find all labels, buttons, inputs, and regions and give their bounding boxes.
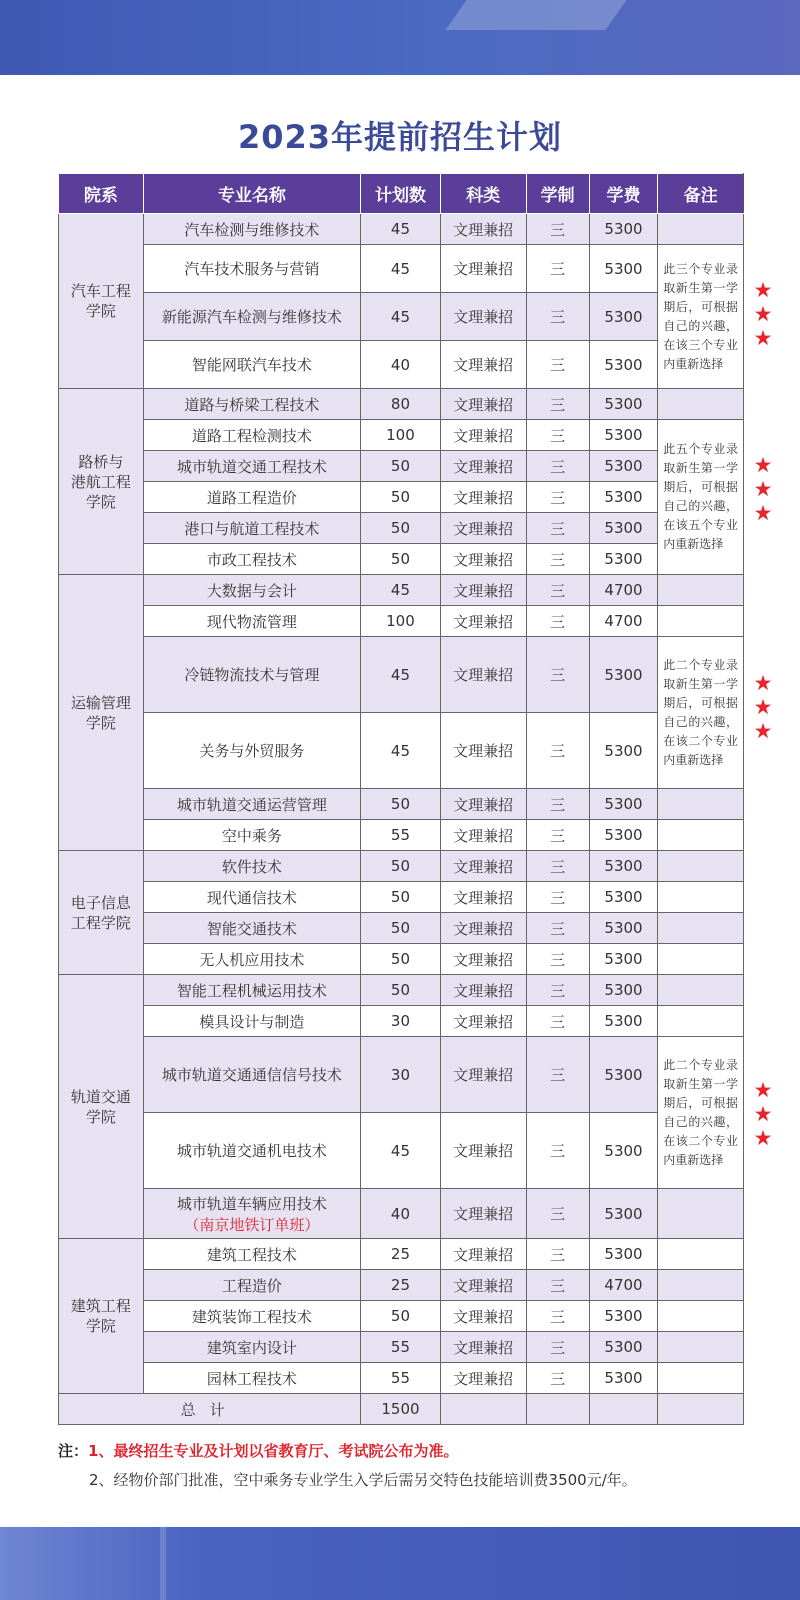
years: 三 (526, 341, 589, 389)
major-name-text: 现代物流管理 (206, 612, 297, 631)
remark-empty (658, 882, 744, 913)
plan-count: 30 (361, 1037, 441, 1113)
table-row (59, 1270, 744, 1301)
table-row (59, 389, 744, 420)
college-name: 电子信息 工程学院 (59, 851, 144, 975)
years: 三 (526, 882, 589, 913)
college-name: 轨道交通 学院 (59, 975, 144, 1239)
category: 文理兼招 (440, 575, 526, 606)
table-row (59, 1332, 744, 1363)
table-row (59, 606, 744, 637)
category: 文理兼招 (440, 293, 526, 341)
category: 文理兼招 (440, 1006, 526, 1037)
major-name (143, 451, 360, 482)
table-row (59, 713, 744, 789)
remark-empty (658, 1006, 744, 1037)
remark-empty (658, 1270, 744, 1301)
years: 三 (526, 713, 589, 789)
top-banner (0, 0, 800, 75)
page-title: 2023年提前招生计划 (237, 118, 563, 156)
fee: 5300 (589, 851, 657, 882)
major-name (143, 1301, 360, 1332)
major-name (143, 544, 360, 575)
category: 文理兼招 (440, 606, 526, 637)
years: 三 (526, 606, 589, 637)
table-row (59, 1301, 744, 1332)
footnote-1-text: 1、最终招生专业及计划以省教育厅、考试院公布为准。 (88, 1442, 459, 1460)
fee: 5300 (589, 1189, 657, 1239)
plan-count: 50 (361, 851, 441, 882)
remark-empty (658, 575, 744, 606)
years: 三 (526, 482, 589, 513)
remark-empty (658, 606, 744, 637)
table-row (59, 1037, 744, 1113)
enrollment-plan-table (58, 173, 744, 1425)
plan-count: 45 (361, 1113, 441, 1189)
plan-count: 50 (361, 513, 441, 544)
table-row (59, 451, 744, 482)
star-icon: ★ (753, 695, 773, 719)
remark-empty (658, 214, 744, 245)
banner-stripe (160, 1527, 166, 1600)
plan-count: 80 (361, 389, 441, 420)
fee: 5300 (589, 513, 657, 544)
fee: 5300 (589, 451, 657, 482)
category: 文理兼招 (440, 544, 526, 575)
plan-count: 25 (361, 1270, 441, 1301)
category: 文理兼招 (440, 820, 526, 851)
category: 文理兼招 (440, 1189, 526, 1239)
major-name-text: 建筑工程技术 (206, 1245, 297, 1264)
major-name (143, 389, 360, 420)
major-name-text: 智能交通技术 (206, 919, 297, 938)
major-name (143, 975, 360, 1006)
table-row (59, 214, 744, 245)
plan-count: 100 (361, 606, 441, 637)
remark-cell: 此二个专业录取新生第一学期后，可根据自己的兴趣，在该二个专业内重新选择 (658, 637, 744, 789)
table-row (59, 975, 744, 1006)
category: 文理兼招 (440, 1113, 526, 1189)
fee: 5300 (589, 341, 657, 389)
fee: 5300 (589, 1006, 657, 1037)
major-name-text: 工程造价 (221, 1276, 282, 1295)
major-name-text: 道路与桥梁工程技术 (184, 395, 320, 414)
major-name (143, 1270, 360, 1301)
major-name (143, 789, 360, 820)
years: 三 (526, 637, 589, 713)
footnote-2: 2、经物价部门批准，空中乘务专业学生入学后需另交特色技能培训费3500元/年。 (89, 1471, 637, 1489)
major-name-text: 大数据与会计 (206, 581, 297, 600)
fee: 5300 (589, 820, 657, 851)
star-icon: ★ (753, 671, 773, 695)
years: 三 (526, 820, 589, 851)
star-icon: ★ (753, 1126, 773, 1150)
major-name (143, 482, 360, 513)
major-name-text: 道路工程造价 (206, 488, 297, 507)
major-name-text: 城市轨道交通通信信号技术 (161, 1066, 342, 1084)
major-sub-note: （南京地铁订单班） (184, 1215, 320, 1234)
star-icon: ★ (753, 501, 773, 525)
table-row (59, 1006, 744, 1037)
years: 三 (526, 1239, 589, 1270)
years: 三 (526, 1301, 589, 1332)
header-plan: 计划数 (361, 174, 441, 214)
fee: 5300 (589, 913, 657, 944)
plan-count: 25 (361, 1239, 441, 1270)
plan-count: 50 (361, 789, 441, 820)
header-major: 专业名称 (143, 174, 360, 214)
plan-count: 50 (361, 451, 441, 482)
major-name-text: 汽车检测与维修技术 (184, 220, 320, 239)
fee: 5300 (589, 245, 657, 293)
remark-empty (658, 913, 744, 944)
star-icon: ★ (753, 302, 773, 326)
years: 三 (526, 293, 589, 341)
plan-count: 45 (361, 293, 441, 341)
fee: 4700 (589, 606, 657, 637)
header-row (59, 174, 744, 214)
major-name-text: 城市轨道交通机电技术 (176, 1142, 327, 1160)
remark-empty (658, 1301, 744, 1332)
major-name-text: 新能源汽车检测与维修技术 (161, 308, 342, 326)
major-name (143, 637, 360, 713)
years: 三 (526, 913, 589, 944)
table-row (59, 544, 744, 575)
total-empty (589, 1394, 657, 1425)
table-row (59, 820, 744, 851)
table-row (59, 1239, 744, 1270)
category: 文理兼招 (440, 245, 526, 293)
plan-count: 45 (361, 637, 441, 713)
plan-count: 50 (361, 882, 441, 913)
plan-count: 50 (361, 944, 441, 975)
total-row (59, 1394, 744, 1425)
remark-empty (658, 389, 744, 420)
major-name (143, 420, 360, 451)
years: 三 (526, 789, 589, 820)
years: 三 (526, 575, 589, 606)
category: 文理兼招 (440, 882, 526, 913)
years: 三 (526, 1037, 589, 1113)
plan-count: 45 (361, 713, 441, 789)
years: 三 (526, 944, 589, 975)
major-name-text: 园林工程技术 (206, 1369, 297, 1388)
category: 文理兼招 (440, 975, 526, 1006)
remark-empty (658, 1363, 744, 1394)
star-marker (752, 1078, 774, 1150)
major-name-text: 城市轨道车辆应用技术 (176, 1194, 327, 1213)
major-name-text: 道路工程检测技术 (191, 426, 312, 445)
years: 三 (526, 1189, 589, 1239)
major-name-text: 模具设计与制造 (199, 1012, 305, 1031)
category: 文理兼招 (440, 389, 526, 420)
years: 三 (526, 1363, 589, 1394)
plan-count: 55 (361, 1332, 441, 1363)
major-name-text: 港口与航道工程技术 (184, 519, 320, 538)
star-icon: ★ (753, 326, 773, 350)
footnote-1 (58, 1437, 778, 1466)
major-name (143, 1239, 360, 1270)
years: 三 (526, 544, 589, 575)
category: 文理兼招 (440, 482, 526, 513)
remark-empty (658, 820, 744, 851)
major-name-text: 建筑装饰工程技术 (191, 1307, 312, 1326)
years: 三 (526, 1006, 589, 1037)
table-row (59, 245, 744, 293)
plan-count: 50 (361, 913, 441, 944)
category: 文理兼招 (440, 341, 526, 389)
fee: 5300 (589, 420, 657, 451)
footnote-lead: 注： (58, 1442, 89, 1460)
header-years: 学制 (526, 174, 589, 214)
college-name: 运输管理 学院 (59, 575, 144, 851)
major-name-text: 现代通信技术 (206, 888, 297, 907)
total-empty (440, 1394, 526, 1425)
table-row (59, 1363, 744, 1394)
star-marker (752, 671, 774, 743)
plan-count: 30 (361, 1006, 441, 1037)
fee: 5300 (589, 1239, 657, 1270)
major-name (143, 944, 360, 975)
category: 文理兼招 (440, 713, 526, 789)
remark-empty (658, 789, 744, 820)
fee: 5300 (589, 214, 657, 245)
remark-empty (658, 851, 744, 882)
plan-count: 40 (361, 341, 441, 389)
category: 文理兼招 (440, 944, 526, 975)
major-name (143, 606, 360, 637)
table-row (59, 913, 744, 944)
fee: 5300 (589, 944, 657, 975)
table-row (59, 1113, 744, 1189)
fee: 5300 (589, 637, 657, 713)
category: 文理兼招 (440, 637, 526, 713)
years: 三 (526, 245, 589, 293)
remark-cell: 此二个专业录取新生第一学期后，可根据自己的兴趣，在该二个专业内重新选择 (658, 1037, 744, 1189)
header-fee: 学费 (589, 174, 657, 214)
major-name (143, 293, 360, 341)
remark-cell: 此五个专业录取新生第一学期后，可根据自己的兴趣，在该五个专业内重新选择 (658, 420, 744, 575)
category: 文理兼招 (440, 789, 526, 820)
major-name (143, 245, 360, 293)
fee: 5300 (589, 1301, 657, 1332)
years: 三 (526, 451, 589, 482)
major-name (143, 341, 360, 389)
plan-count: 100 (361, 420, 441, 451)
college-name: 路桥与 港航工程 学院 (59, 389, 144, 575)
table-row (59, 789, 744, 820)
major-name (143, 214, 360, 245)
fee: 5300 (589, 975, 657, 1006)
plan-count: 45 (361, 245, 441, 293)
fee: 5300 (589, 789, 657, 820)
table-row (59, 851, 744, 882)
fee: 4700 (589, 575, 657, 606)
fee: 5300 (589, 293, 657, 341)
major-name (143, 851, 360, 882)
remark-cell: 此三个专业录取新生第一学期后，可根据自己的兴趣，在该三个专业内重新选择 (658, 245, 744, 389)
star-icon: ★ (753, 453, 773, 477)
years: 三 (526, 975, 589, 1006)
bottom-banner (0, 1527, 800, 1600)
major-name (143, 882, 360, 913)
table-row (59, 420, 744, 451)
total-value: 1500 (361, 1394, 441, 1425)
table-row (59, 341, 744, 389)
major-name-text: 无人机应用技术 (199, 950, 305, 969)
major-name-text: 冷链物流技术与管理 (184, 666, 320, 684)
years: 三 (526, 513, 589, 544)
star-icon: ★ (753, 1102, 773, 1126)
plan-count: 50 (361, 482, 441, 513)
major-name (143, 1113, 360, 1189)
major-name-text: 建筑室内设计 (206, 1338, 297, 1357)
years: 三 (526, 420, 589, 451)
major-name (143, 913, 360, 944)
fee: 5300 (589, 713, 657, 789)
category: 文理兼招 (440, 451, 526, 482)
category: 文理兼招 (440, 1332, 526, 1363)
fee: 5300 (589, 1363, 657, 1394)
table-row (59, 882, 744, 913)
category: 文理兼招 (440, 1363, 526, 1394)
remark-empty (658, 1332, 744, 1363)
major-name-text: 智能工程机械运用技术 (176, 981, 327, 1000)
category: 文理兼招 (440, 513, 526, 544)
major-name-text: 汽车技术服务与营销 (184, 260, 320, 278)
plan-count: 55 (361, 820, 441, 851)
plan-count: 45 (361, 214, 441, 245)
category: 文理兼招 (440, 214, 526, 245)
major-name-text: 智能网联汽车技术 (191, 356, 312, 374)
plan-count: 50 (361, 975, 441, 1006)
major-name-text: 市政工程技术 (206, 550, 297, 569)
plan-count: 50 (361, 1301, 441, 1332)
major-name-text: 空中乘务 (221, 826, 282, 845)
category: 文理兼招 (440, 1301, 526, 1332)
fee: 5300 (589, 1332, 657, 1363)
remark-empty (658, 1239, 744, 1270)
table-row (59, 1189, 744, 1239)
major-name (143, 1037, 360, 1113)
plan-count: 55 (361, 1363, 441, 1394)
major-name-text: 软件技术 (221, 857, 282, 876)
years: 三 (526, 1270, 589, 1301)
header-remarks: 备注 (658, 174, 744, 214)
plan-count: 40 (361, 1189, 441, 1239)
remark-empty (658, 975, 744, 1006)
fee: 5300 (589, 1113, 657, 1189)
star-icon: ★ (753, 1078, 773, 1102)
total-empty (526, 1394, 589, 1425)
table-row (59, 575, 744, 606)
major-name (143, 513, 360, 544)
years: 三 (526, 389, 589, 420)
total-label: 总计 (59, 1394, 361, 1425)
header-category: 科类 (440, 174, 526, 214)
major-name-text: 城市轨道交通工程技术 (176, 457, 327, 476)
category: 文理兼招 (440, 1270, 526, 1301)
star-icon: ★ (753, 477, 773, 501)
category: 文理兼招 (440, 420, 526, 451)
table-row (59, 513, 744, 544)
remark-empty (658, 944, 744, 975)
major-name-text: 关务与外贸服务 (199, 742, 305, 760)
fee: 5300 (589, 1037, 657, 1113)
star-marker (752, 453, 774, 525)
major-name (143, 820, 360, 851)
remark-empty (658, 1189, 744, 1239)
fee: 5300 (589, 544, 657, 575)
major-name (143, 1332, 360, 1363)
major-name-text: 城市轨道交通运营管理 (176, 795, 327, 814)
major-name (143, 1363, 360, 1394)
major-name (143, 713, 360, 789)
total-empty (658, 1394, 744, 1425)
footnotes (58, 1437, 778, 1495)
fee: 5300 (589, 482, 657, 513)
table-body (59, 214, 744, 1425)
fee: 5300 (589, 389, 657, 420)
table-row (59, 944, 744, 975)
years: 三 (526, 851, 589, 882)
plan-count: 50 (361, 544, 441, 575)
major-name (143, 1189, 360, 1239)
college-name: 建筑工程 学院 (59, 1239, 144, 1394)
category: 文理兼招 (440, 913, 526, 944)
years: 三 (526, 214, 589, 245)
years: 三 (526, 1113, 589, 1189)
table-row (59, 637, 744, 713)
star-marker (752, 278, 774, 350)
table-row (59, 482, 744, 513)
years: 三 (526, 1332, 589, 1363)
star-icon: ★ (753, 719, 773, 743)
table-row (59, 293, 744, 341)
major-name (143, 575, 360, 606)
college-name: 汽车工程 学院 (59, 214, 144, 389)
category: 文理兼招 (440, 1037, 526, 1113)
major-name (143, 1006, 360, 1037)
banner-facet (445, 0, 654, 30)
fee: 4700 (589, 1270, 657, 1301)
category: 文理兼招 (440, 851, 526, 882)
fee: 5300 (589, 882, 657, 913)
star-icon: ★ (753, 278, 773, 302)
header-college: 院系 (59, 174, 144, 214)
plan-count: 45 (361, 575, 441, 606)
category: 文理兼招 (440, 1239, 526, 1270)
